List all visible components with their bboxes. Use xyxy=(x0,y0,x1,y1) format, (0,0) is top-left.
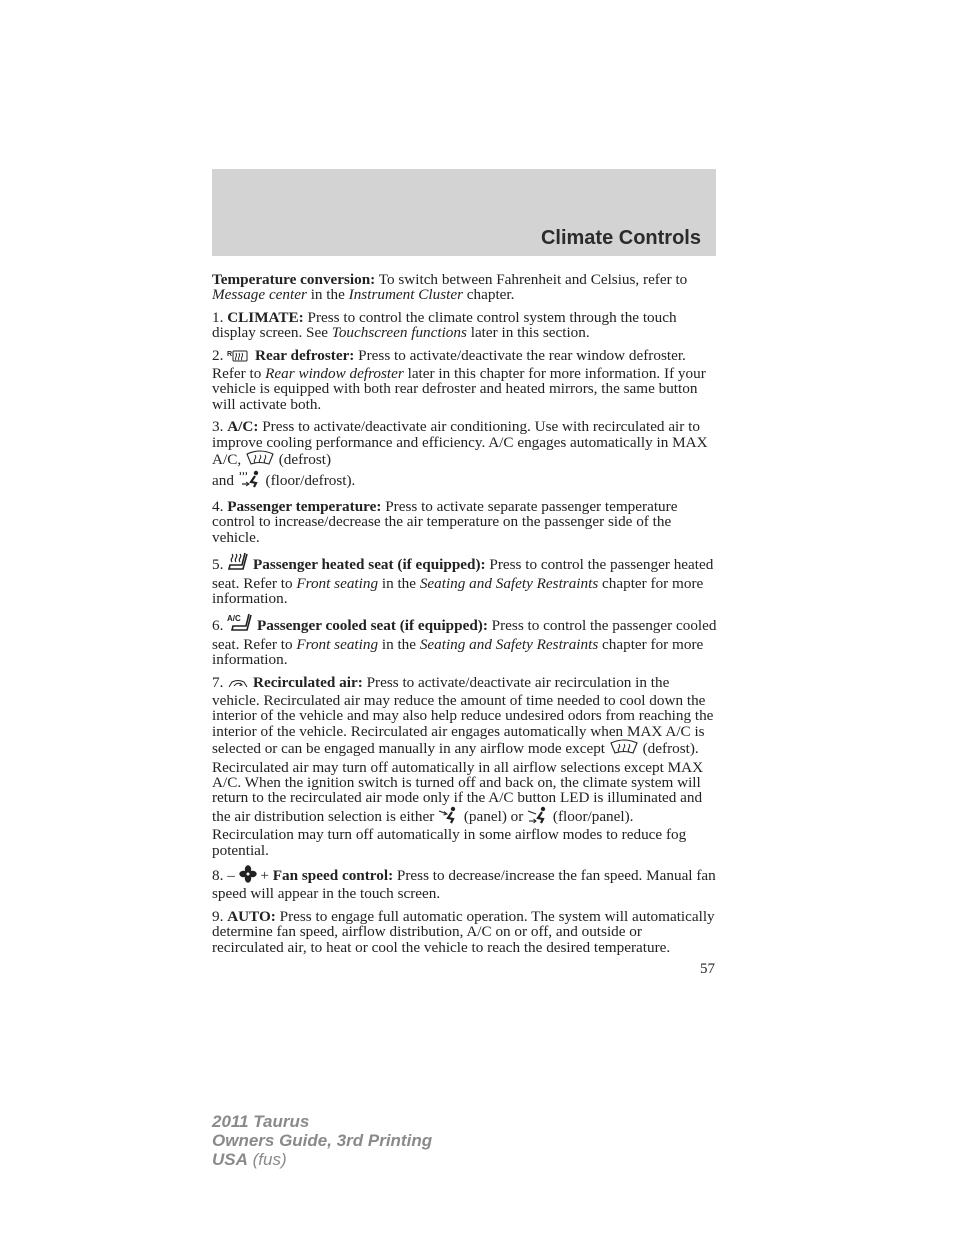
floor-panel-icon xyxy=(527,806,549,827)
defrost-icon xyxy=(609,739,639,759)
message-center-ref: Message center xyxy=(212,286,307,304)
page-content xyxy=(212,272,717,962)
page-number: 57 xyxy=(700,961,715,977)
floor-defrost-icon xyxy=(238,470,262,491)
list-item-ac: 3. A/C: Press to activate/deactivate air conditioning. Use with recirculated air to improve cooling performance and efficiency. A/C engages automatically in MAX A/C, (defrost) and (floor/defrost). xyxy=(212,419,717,492)
section-title: Climate Controls xyxy=(540,227,701,249)
temperature-conversion-label: Temperature conversion: xyxy=(212,271,376,288)
footer-guide: Owners Guide, 3rd Printing xyxy=(212,1131,433,1150)
section-header-band xyxy=(212,169,716,256)
list-item-heated-seat: 5. Passenger heated seat (if equipped): Press to control the passenger heated seat. Refer to Front seating in the Seating and Safety Restraints chapter for more information. xyxy=(212,552,717,606)
rear-defrost-icon xyxy=(227,349,251,366)
list-item-passenger-temperature: 4. Passenger temperature: Press to activate separate passenger temperature control to increase/decrease the air temperature on the passenger side of the vehicle. xyxy=(212,497,678,546)
list-item-fan-speed: 8. – + Fan speed control: Press to decrease/increase the fan speed. Manual fan speed will appear in the touch screen. xyxy=(212,867,716,903)
svg-text:R: R xyxy=(227,350,233,358)
footer-model: 2011 Taurus xyxy=(212,1112,310,1131)
document-footer xyxy=(212,1112,432,1169)
svg-text:A/C: A/C xyxy=(227,614,241,624)
heated-seat-icon xyxy=(227,552,249,575)
list-item-cooled-seat: 6. A/C Passenger cooled seat (if equipped): Press to control the passenger cooled seat. Refer to Front seating in the Seating and Safety Restraints chapter for more information. xyxy=(212,614,717,669)
defrost-icon xyxy=(245,450,275,470)
panel-vent-icon xyxy=(438,806,460,827)
recirculation-icon xyxy=(227,678,249,693)
fan-icon xyxy=(239,865,257,886)
list-item-rear-defroster: 2. R Rear defroster: Press to activate/deactivate the rear window defroster. Refer to Rear window defroster later in this chapter for more information. If your vehicle is equipped with both rear defroster and heated mirrors, the same button will activate both. xyxy=(212,346,706,413)
list-item-recirculated-air: 7. Recirculated air: Press to activate/deactivate air recirculation in the vehicle. Recirculated air may reduce the amount of time needed to cool down the interior of the vehicle and may also help reduce undesired odors from reaching the interior of the vehicle. Recirculated air engages automatically when MAX A/C is selected or can be engaged manually in any airflow mode except (defrost). Recirculated air may turn off automatically in all airflow selections except MAX A/C. When the ignition switch is turned off and back on, the climate system will return to the recirculated air mode only if the A/C button LED is illuminated and the air distribution selection is either (panel) or (floor/panel). Recirculation may turn off automatically in some airflow modes to reduce fog potential. xyxy=(212,673,714,859)
footer-region: USA (fus) xyxy=(212,1150,287,1169)
list-item-climate: 1. CLIMATE: Press to control the climate control system through the touch display screen. See Touchscreen functions later in this section. xyxy=(212,308,677,342)
instrument-cluster-ref: Instrument Cluster xyxy=(348,286,463,304)
temperature-conversion-paragraph: Temperature conversion: To switch between Fahrenheit and Celsius, refer to Message center in the Instrument Cluster chapter. xyxy=(212,271,688,304)
list-item-auto: 9. AUTO: Press to engage full automatic operation. The system will automatically determine fan speed, airflow distribution, A/C on or off, and outside or recirculated air, to heat or cool the vehicle to reach the desired temperature. xyxy=(212,907,715,956)
cooled-seat-icon xyxy=(227,613,253,636)
